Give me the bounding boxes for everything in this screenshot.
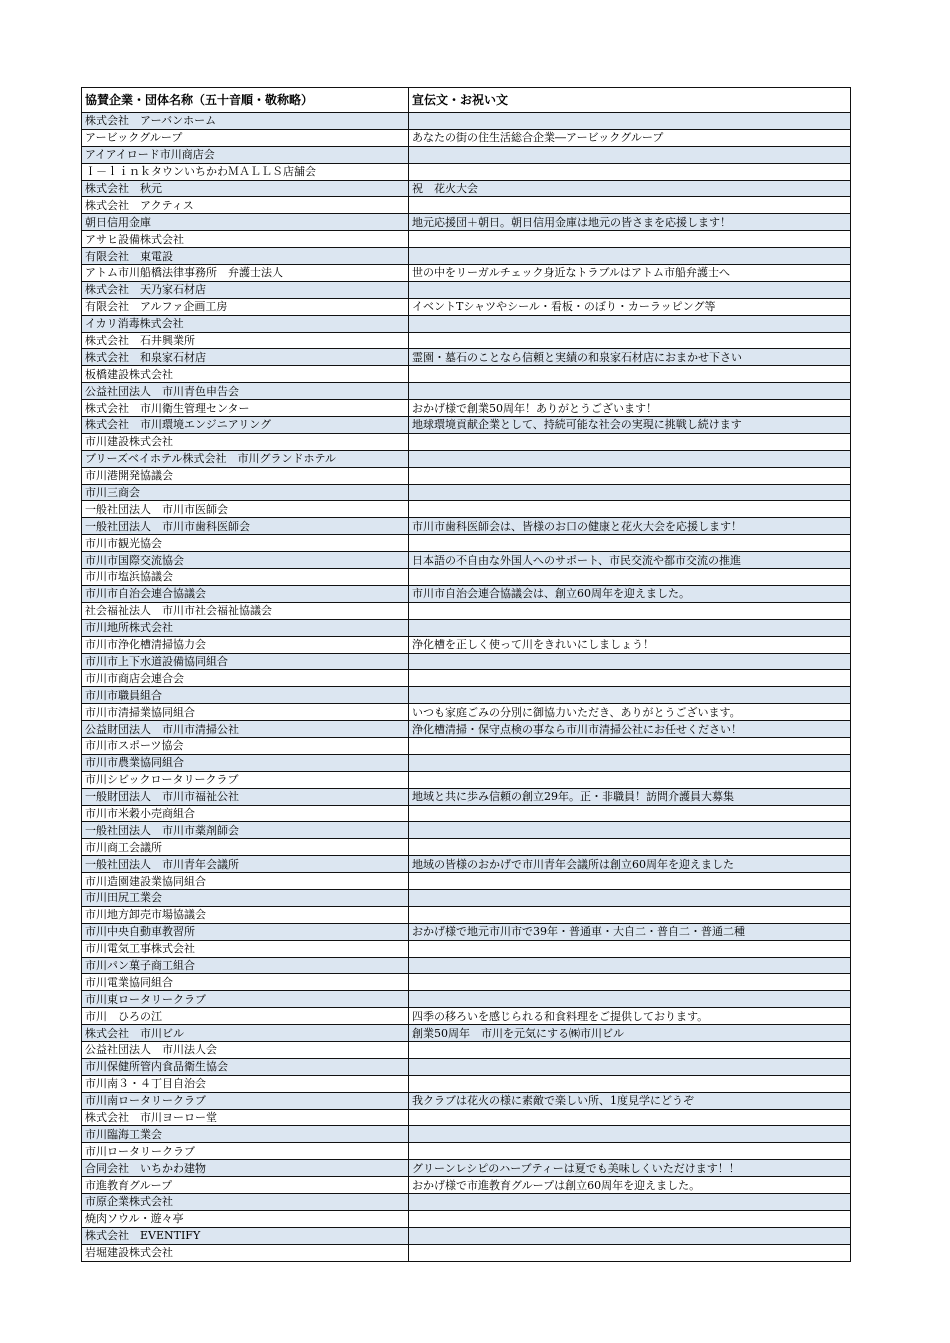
table-row (82, 619, 851, 636)
sponsor-name-cell: 市川市観光協会 (82, 535, 409, 552)
sponsor-message-cell (409, 1143, 851, 1160)
sponsor-message-cell (409, 1109, 851, 1126)
table-row (82, 721, 851, 738)
sponsor-message-cell (409, 906, 851, 923)
sponsor-message-cell (409, 383, 851, 400)
sponsor-message-cell (409, 1075, 851, 1092)
sponsor-message-cell (409, 940, 851, 957)
sponsor-message-cell: おかげ様で地元市川市で39年・普通車・大自二・普自二・普通二種 (409, 923, 851, 940)
sponsor-name-cell: 株式会社 秋元 (82, 180, 409, 197)
table-row (82, 1041, 851, 1058)
table-row (82, 1058, 851, 1075)
sponsor-name-cell: 有限会社 アルファ企画工房 (82, 298, 409, 315)
table-row (82, 417, 851, 434)
sponsor-name-cell: 市川市塩浜協議会 (82, 569, 409, 586)
table-header-row (82, 88, 851, 113)
sponsor-message-cell (409, 366, 851, 383)
sponsor-name-cell: 市川市清掃業協同組合 (82, 704, 409, 721)
table-row (82, 1109, 851, 1126)
sponsor-message-cell (409, 163, 851, 180)
table-row (82, 771, 851, 788)
table-row (82, 315, 851, 332)
sponsor-name-cell: 一般社団法人 市川市医師会 (82, 501, 409, 518)
sponsor-message-cell (409, 873, 851, 890)
table-row (82, 231, 851, 248)
sponsor-name-cell: 市川市スポーツ協会 (82, 737, 409, 754)
table-row (82, 1092, 851, 1109)
sponsor-name-cell: 市川地方卸売市場協議会 (82, 906, 409, 923)
sponsor-message-cell (409, 822, 851, 839)
table-row (82, 1177, 851, 1194)
sponsor-message-cell: 世の中をリーガルチェック身近なトラブルはアトム市船弁護士へ (409, 265, 851, 282)
sponsor-message-cell (409, 687, 851, 704)
table-row (82, 602, 851, 619)
sponsor-name-cell: 市川地所株式会社 (82, 619, 409, 636)
sponsor-name-cell: 株式会社 アーバンホーム (82, 113, 409, 130)
sponsor-message-cell: 地域と共に歩み信頼の創立29年。正・非職員！訪問介護員大募集 (409, 788, 851, 805)
sponsor-message-cell (409, 670, 851, 687)
sponsor-name-cell: 市川市農業協同組合 (82, 754, 409, 771)
table-row (82, 433, 851, 450)
sponsor-name-cell: 株式会社 石井興業所 (82, 332, 409, 349)
sponsor-message-cell (409, 839, 851, 856)
sponsor-name-cell: 株式会社 EVENTIFY (82, 1227, 409, 1244)
sponsor-name-cell: 合同会社 いちかわ建物 (82, 1160, 409, 1177)
table-row (82, 636, 851, 653)
sponsor-name-cell: 一般財団法人 市川市福祉公社 (82, 788, 409, 805)
sponsor-message-cell: 我クラブは花火の様に素敵で楽しい所、1度見学にどうぞ (409, 1092, 851, 1109)
sponsor-message-cell: グリーンレシピのハーブティーは夏でも美味しくいただけます！！ (409, 1160, 851, 1177)
table-row (82, 248, 851, 265)
sponsor-name-cell: 市川商工会議所 (82, 839, 409, 856)
table-row (82, 366, 851, 383)
sponsor-name-cell: 市川三商会 (82, 484, 409, 501)
table-row (82, 400, 851, 417)
table-row (82, 822, 851, 839)
sponsor-message-cell: おかげ様で創業50周年！ありがとうございます！ (409, 400, 851, 417)
sponsor-message-cell: 地域の皆様のおかげで市川青年会議所は創立60周年を迎えました (409, 856, 851, 873)
sponsor-name-cell: 板橋建設株式会社 (82, 366, 409, 383)
table-body (82, 113, 851, 1262)
table-row (82, 737, 851, 754)
sponsor-message-cell (409, 1210, 851, 1227)
sponsor-name-cell: 株式会社 アクティス (82, 197, 409, 214)
sponsor-name-cell: 市川電気工事株式会社 (82, 940, 409, 957)
sponsor-message-cell: 創業50周年 市川を元気にする㈱市川ビル (409, 1025, 851, 1042)
table-row (82, 552, 851, 569)
table-row (82, 873, 851, 890)
table-row (82, 1126, 851, 1143)
table-row (82, 113, 851, 130)
table-row (82, 518, 851, 535)
table-row (82, 754, 851, 771)
sponsor-message-cell (409, 113, 851, 130)
table-row (82, 450, 851, 467)
sponsor-message-cell (409, 569, 851, 586)
table-row (82, 535, 851, 552)
sponsor-name-cell: 一般社団法人 市川市歯科医師会 (82, 518, 409, 535)
table-row (82, 687, 851, 704)
sponsor-name-cell: 市川建設株式会社 (82, 433, 409, 450)
table-row (82, 991, 851, 1008)
column-header-name: 協賛企業・団体名称（五十音順・敬称略） (82, 88, 409, 113)
sponsor-name-cell: 市川造園建設業協同組合 (82, 873, 409, 890)
table-row (82, 265, 851, 282)
sponsor-name-cell: Ｉ－ｌｉｎｋタウンいちかわＭＡＬＬＳ店舗会 (82, 163, 409, 180)
sponsor-message-cell (409, 450, 851, 467)
sponsor-message-cell: 地球環境貢献企業として、持続可能な社会の実現に挑戦し続けます (409, 417, 851, 434)
table-row (82, 1075, 851, 1092)
sponsor-name-cell: 市川南ロータリークラブ (82, 1092, 409, 1109)
sponsor-message-cell (409, 619, 851, 636)
sponsor-message-cell: 祝 花火大会 (409, 180, 851, 197)
sponsor-name-cell: アトム市川船橋法律事務所 弁護士法人 (82, 265, 409, 282)
sponsor-message-cell (409, 602, 851, 619)
sponsor-name-cell: アイアイロード市川商店会 (82, 146, 409, 163)
sponsor-message-cell (409, 501, 851, 518)
table-row (82, 1227, 851, 1244)
table-row (82, 332, 851, 349)
sponsor-message-cell: あなたの街の住生活総合企業―アービックグループ (409, 129, 851, 146)
table-row (82, 585, 851, 602)
sponsor-message-cell: 地元応援団＋朝日。朝日信用金庫は地元の皆さまを応援します！ (409, 214, 851, 231)
sponsor-message-cell (409, 1126, 851, 1143)
sponsor-name-cell: 岩堀建設株式会社 (82, 1244, 409, 1261)
sponsor-message-cell (409, 332, 851, 349)
sponsor-message-cell (409, 535, 851, 552)
sponsor-message-cell: 市川市自治会連合協議会は、創立60周年を迎えました。 (409, 585, 851, 602)
table-row (82, 704, 851, 721)
sponsor-name-cell: 市川中央自動車教習所 (82, 923, 409, 940)
sponsor-message-cell (409, 248, 851, 265)
sponsor-name-cell: アサヒ設備株式会社 (82, 231, 409, 248)
sponsor-message-cell (409, 805, 851, 822)
table-row (82, 957, 851, 974)
sponsor-message-cell (409, 889, 851, 906)
sponsor-name-cell: 公益社団法人 市川法人会 (82, 1041, 409, 1058)
table-row (82, 298, 851, 315)
sponsor-message-cell (409, 1058, 851, 1075)
sponsor-message-cell: 霊園・墓石のことなら信頼と実績の和泉家石材店におまかせ下さい (409, 349, 851, 366)
table-row (82, 467, 851, 484)
sponsor-name-cell: 株式会社 市川ビル (82, 1025, 409, 1042)
table-row (82, 1143, 851, 1160)
sponsor-name-cell: 市川保健所管内食品衛生協会 (82, 1058, 409, 1075)
sponsor-name-cell: 市川シビックロータリークラブ (82, 771, 409, 788)
sponsor-message-cell (409, 197, 851, 214)
table-row (82, 569, 851, 586)
sponsor-message-cell (409, 957, 851, 974)
table-row (82, 974, 851, 991)
table-row (82, 1008, 851, 1025)
table-row (82, 180, 851, 197)
sponsor-message-cell (409, 433, 851, 450)
table-row (82, 1244, 851, 1261)
sponsor-name-cell: 市川市浄化槽清掃協力会 (82, 636, 409, 653)
sponsor-message-cell: 市川市歯科医師会は、皆様のお口の健康と花火大会を応援します！ (409, 518, 851, 535)
sponsor-message-cell (409, 484, 851, 501)
sponsor-message-cell (409, 754, 851, 771)
sponsor-message-cell (409, 467, 851, 484)
sponsor-message-cell (409, 737, 851, 754)
sponsor-name-cell: 焼肉ソウル・遊々亭 (82, 1210, 409, 1227)
sponsor-name-cell: 市川市自治会連合協議会 (82, 585, 409, 602)
sponsor-message-cell (409, 1244, 851, 1261)
table-row (82, 805, 851, 822)
sponsor-name-cell: イカリ消毒株式会社 (82, 315, 409, 332)
table-row (82, 923, 851, 940)
sponsor-message-cell: イベントTシャツやシール・看板・のぼり・カーラッピング等 (409, 298, 851, 315)
table-row (82, 889, 851, 906)
table-row (82, 788, 851, 805)
table-row (82, 163, 851, 180)
column-header-message: 宣伝文・お祝い文 (409, 88, 851, 113)
sponsor-name-cell: 市川ロータリークラブ (82, 1143, 409, 1160)
sponsor-name-cell: 有限会社 東電設 (82, 248, 409, 265)
sponsor-name-cell: 株式会社 市川ヨーロー堂 (82, 1109, 409, 1126)
sponsor-name-cell: 株式会社 天乃家石材店 (82, 281, 409, 298)
sponsor-message-cell (409, 1194, 851, 1211)
sponsor-name-cell: 朝日信用金庫 (82, 214, 409, 231)
sponsor-name-cell: 株式会社 市川衛生管理センター (82, 400, 409, 417)
sponsor-name-cell: 株式会社 市川環境エンジニアリング (82, 417, 409, 434)
sponsor-message-cell (409, 974, 851, 991)
sponsor-name-cell: 市川田尻工業会 (82, 889, 409, 906)
table-row (82, 839, 851, 856)
sponsor-name-cell: 市川電業協同組合 (82, 974, 409, 991)
sponsor-name-cell: 一般社団法人 市川青年会議所 (82, 856, 409, 873)
sponsor-message-cell: 浄化槽清掃・保守点検の事なら市川市清掃公社にお任せください！ (409, 721, 851, 738)
sponsor-name-cell: 市川市商店会連合会 (82, 670, 409, 687)
table-row (82, 197, 851, 214)
table-row (82, 146, 851, 163)
sponsor-name-cell: 市川東ロータリークラブ (82, 991, 409, 1008)
sponsor-name-cell: 市川南３・４丁目自治会 (82, 1075, 409, 1092)
sponsor-name-cell: 公益財団法人 市川市清掃公社 (82, 721, 409, 738)
sponsor-name-cell: 市川市米穀小売商組合 (82, 805, 409, 822)
sponsor-name-cell: 市川港開発協議会 (82, 467, 409, 484)
sponsor-message-cell (409, 315, 851, 332)
table-row (82, 856, 851, 873)
sponsor-name-cell: 市川市上下水道設備協同組合 (82, 653, 409, 670)
sponsor-name-cell: 市川 ひろの江 (82, 1008, 409, 1025)
table-row (82, 501, 851, 518)
sponsor-message-cell: 日本語の不自由な外国人へのサポート、市民交流や都市交流の推進 (409, 552, 851, 569)
table-row (82, 670, 851, 687)
sponsor-name-cell: ブリーズベイホテル株式会社 市川グランドホテル (82, 450, 409, 467)
table-row (82, 349, 851, 366)
sponsor-name-cell: 市川臨海工業会 (82, 1126, 409, 1143)
table-row (82, 1025, 851, 1042)
sponsor-message-cell (409, 991, 851, 1008)
sponsor-message-cell: 四季の移ろいを感じられる和食料理をご提供しております。 (409, 1008, 851, 1025)
sponsor-message-cell (409, 231, 851, 248)
sponsor-name-cell: アービックグループ (82, 129, 409, 146)
table-row (82, 484, 851, 501)
sponsor-table (81, 87, 851, 1262)
sponsor-name-cell: 公益社団法人 市川青色申告会 (82, 383, 409, 400)
table-row (82, 1210, 851, 1227)
table-row (82, 129, 851, 146)
sponsor-name-cell: 市川パン菓子商工組合 (82, 957, 409, 974)
sponsor-message-cell (409, 281, 851, 298)
sponsor-name-cell: 株式会社 和泉家石材店 (82, 349, 409, 366)
table-row (82, 214, 851, 231)
sponsor-message-cell (409, 1041, 851, 1058)
table-row (82, 383, 851, 400)
sponsor-message-cell (409, 1227, 851, 1244)
sponsor-message-cell: おかげ様で市進教育グループは創立60周年を迎えました。 (409, 1177, 851, 1194)
sponsor-message-cell (409, 653, 851, 670)
sponsor-name-cell: 市進教育グループ (82, 1177, 409, 1194)
sponsor-message-cell (409, 771, 851, 788)
sponsor-message-cell: 浄化槽を正しく使って川をきれいにしましょう！ (409, 636, 851, 653)
sponsor-name-cell: 一般社団法人 市川市薬剤師会 (82, 822, 409, 839)
sponsor-name-cell: 市原企業株式会社 (82, 1194, 409, 1211)
sponsor-message-cell (409, 146, 851, 163)
sponsor-name-cell: 社会福祉法人 市川市社会福祉協議会 (82, 602, 409, 619)
table-row (82, 653, 851, 670)
table-row (82, 940, 851, 957)
table-row (82, 281, 851, 298)
table-row (82, 1160, 851, 1177)
sponsor-name-cell: 市川市国際交流協会 (82, 552, 409, 569)
sponsor-message-cell: いつも家庭ごみの分別に御協力いただき、ありがとうございます。 (409, 704, 851, 721)
table-row (82, 1194, 851, 1211)
sponsor-name-cell: 市川市職員組合 (82, 687, 409, 704)
table-row (82, 906, 851, 923)
